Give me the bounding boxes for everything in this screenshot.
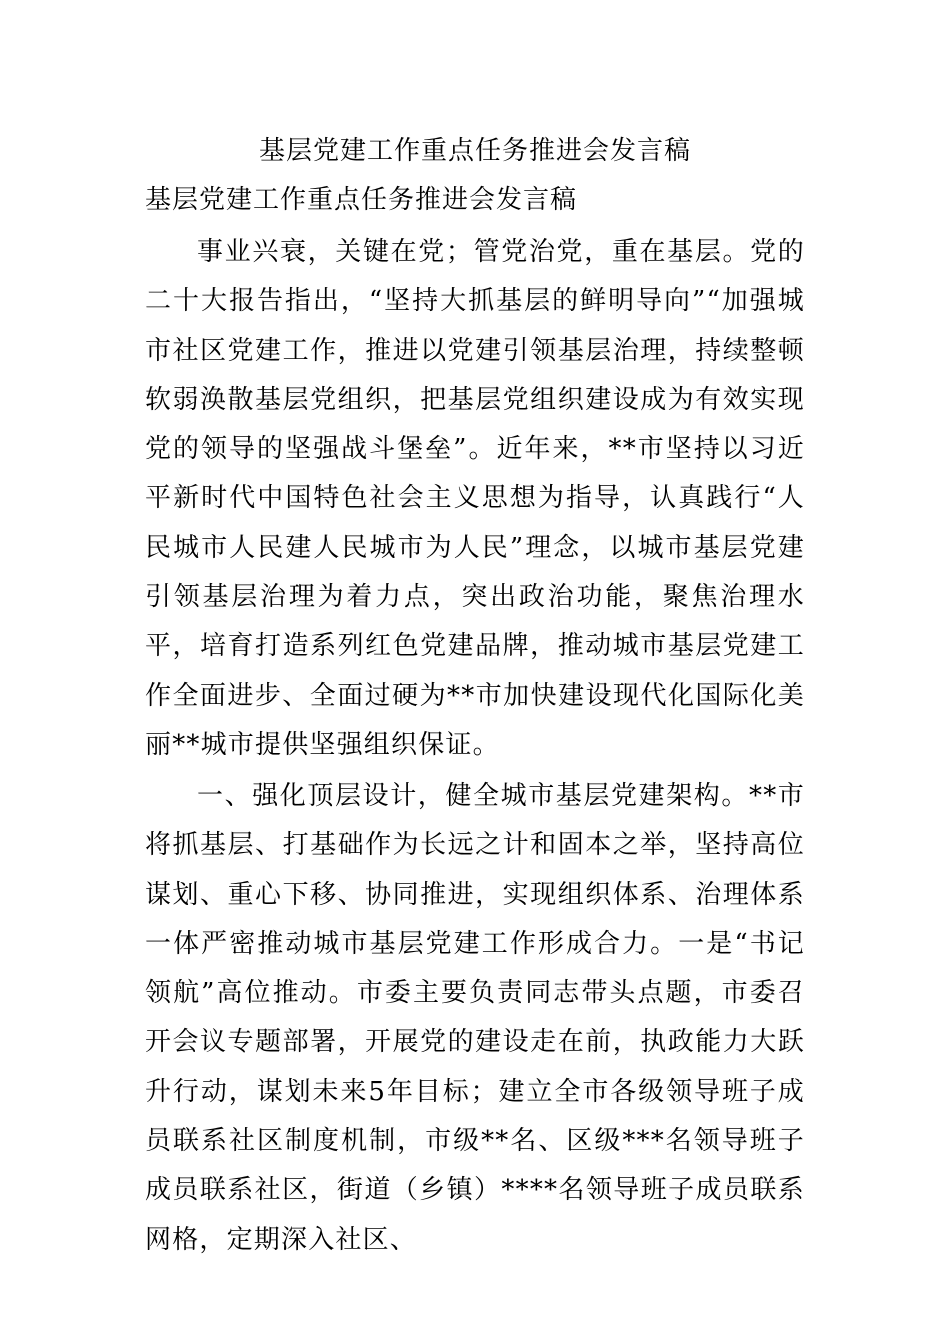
- document-subtitle: 基层党建工作重点任务推进会发言稿: [145, 185, 578, 215]
- document-title: 基层党建工作重点任务推进会发言稿: [258, 136, 691, 166]
- paragraph-section-one: 一、强化顶层设计，健全城市基层党建架构。**市将抓基层、打基础作为长远之计和固本之举，坚持高位谋划、重心下移、协同推进，实现组织体系、治理体系一体严密推动城市基层党建工作形成合力。一是“书记领航”高位推动。市委主要负责同志带头点题，市委召开会议专题部署，开展党的建设走在前，执政能力大跃升行动，谋划未来5年目标；建立全市各级领导班子成员联系社区制度机制，市级**名、区级***名领导班子成员联系社区，街道（乡镇）****名领导班子成员联系网格，定期深入社区、: [145, 781, 805, 1255]
- paragraph-intro: 事业兴衰，关键在党；管党治党，重在基层。党的二十大报告指出，“坚持大抓基层的鲜明导向”“加强城市社区党建工作，推进以党建引领基层治理，持续整顿软弱涣散基层党组织，把基层党组织建设成为有效实现党的领导的坚强战斗堡垒”。近年来，**市坚持以习近平新时代中国特色社会主义思想为指导，认真践行“人民城市人民建人民城市为人民”理念，以城市基层党建引领基层治理为着力点，突出政治功能，聚焦治理水平，培育打造系列红色党建品牌，推动城市基层党建工作全面进步、全面过硬为**市加快建设现代化国际化美丽**城市提供坚强组织保证。: [145, 237, 805, 760]
